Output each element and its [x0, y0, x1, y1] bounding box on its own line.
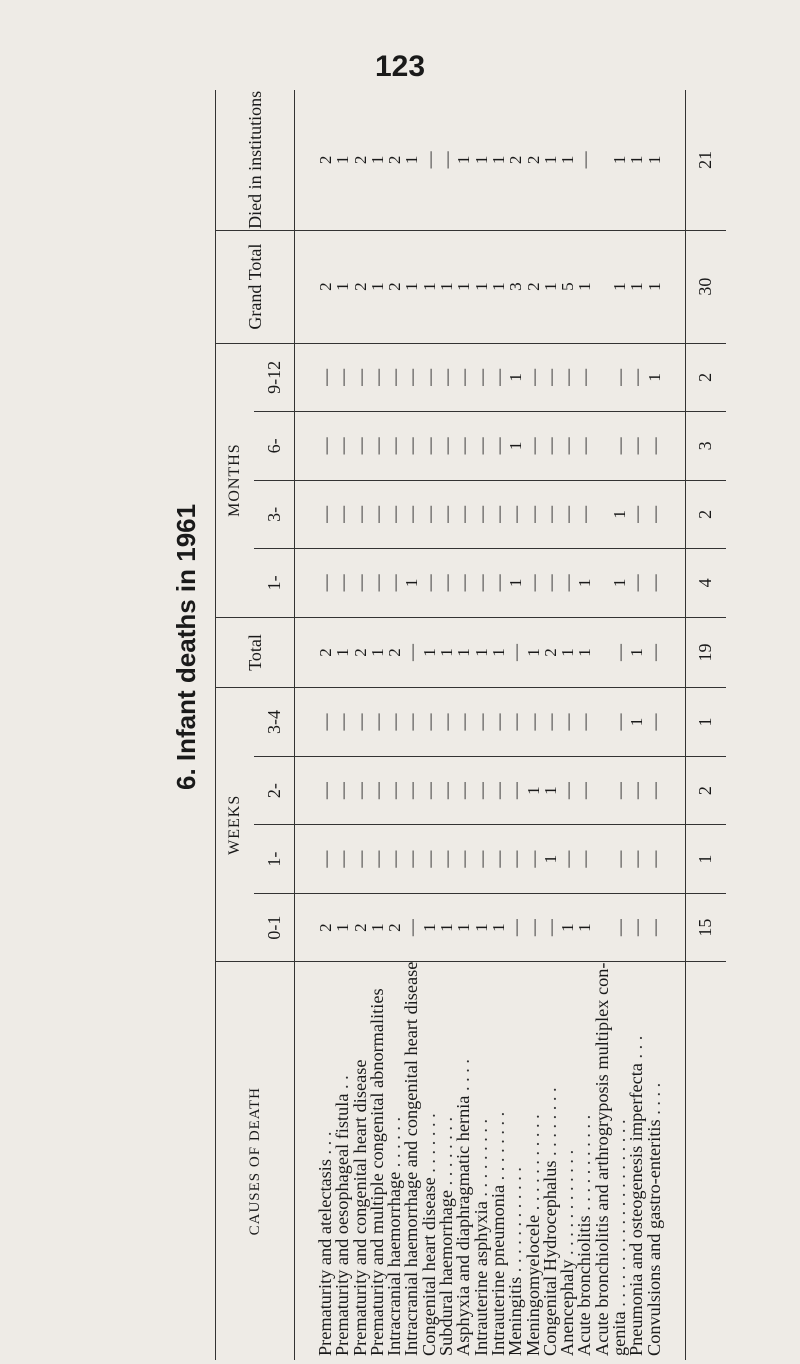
- col-3-months: 3-: [254, 480, 295, 549]
- value-cell: —: [473, 688, 490, 757]
- dot-leader: . . . . . . .: [418, 1113, 439, 1178]
- value-cell: 2: [507, 90, 524, 230]
- dot-leader: . . . . . . . . . . . . . . . . . . . . .: [609, 1119, 630, 1312]
- value-cell: [594, 230, 611, 343]
- value-cell: —: [628, 893, 645, 962]
- value-cell: —: [507, 893, 524, 962]
- value-cell: 1: [559, 893, 576, 962]
- value-cell: 1: [438, 617, 455, 688]
- value-cell: —: [403, 756, 420, 825]
- value-cell: —: [490, 412, 507, 481]
- value-cell: —: [646, 412, 663, 481]
- value-cell: 1: [473, 230, 490, 343]
- value-cell: 1: [421, 617, 438, 688]
- value-cell: —: [576, 825, 593, 894]
- value-cell: —: [542, 893, 559, 962]
- value-cell: —: [525, 688, 542, 757]
- cause-label: Asphyxia and diaphragmatic hernia: [453, 1095, 474, 1356]
- value-cell: —: [317, 825, 334, 894]
- value-cell: —: [386, 343, 403, 412]
- grand-total-header: Grand Total: [216, 230, 295, 343]
- value-cell: —: [438, 412, 455, 481]
- value-cell: —: [352, 412, 369, 481]
- value-cell: 1: [646, 90, 663, 230]
- value-cell: —: [576, 688, 593, 757]
- value-cell: —: [438, 688, 455, 757]
- value-cell: 1: [455, 617, 472, 688]
- dot-leader: . . .: [315, 1131, 335, 1160]
- value-cell: 1: [490, 230, 507, 343]
- value-cell: 1: [403, 549, 420, 618]
- dot-leader: . . . . . . . . . . . .: [505, 1167, 526, 1277]
- value-cell: 1: [576, 230, 593, 343]
- value-cell: —: [646, 756, 663, 825]
- value-cell: —: [507, 688, 524, 757]
- value-cell: —: [628, 549, 645, 618]
- value-cell: —: [628, 412, 645, 481]
- value-cell: —: [455, 549, 472, 618]
- value-cell: —: [438, 90, 455, 230]
- value-cell: [594, 412, 611, 481]
- institutions-header: Died in institutions: [216, 90, 295, 230]
- value-cell: 1: [369, 617, 386, 688]
- value-cell: —: [352, 825, 369, 894]
- value-cell: —: [576, 343, 593, 412]
- value-cell: 1: [507, 343, 524, 412]
- cause-label: Anencephaly: [557, 1259, 578, 1356]
- value-cell: —: [646, 549, 663, 618]
- value-cell: —: [559, 480, 576, 549]
- value-cell: 1: [421, 893, 438, 962]
- total-cell: 1: [685, 688, 726, 757]
- value-cell: 1: [542, 230, 559, 343]
- value-cell: —: [334, 688, 351, 757]
- col-9-12-months: 9-12: [254, 343, 295, 412]
- cause-label: Intrauterine asphyxia: [470, 1201, 491, 1356]
- value-cell: —: [576, 90, 593, 230]
- value-cell: —: [455, 756, 472, 825]
- value-cell: —: [576, 412, 593, 481]
- value-cell: 2: [386, 90, 403, 230]
- value-cell: —: [317, 343, 334, 412]
- value-cell: —: [611, 688, 628, 757]
- value-cell: 1: [334, 617, 351, 688]
- table-row: [646, 90, 663, 1360]
- value-cell: [594, 617, 611, 688]
- value-cell: —: [542, 480, 559, 549]
- value-cell: —: [525, 549, 542, 618]
- value-cell: —: [421, 343, 438, 412]
- value-cell: —: [490, 549, 507, 618]
- value-cell: 2: [352, 90, 369, 230]
- value-cell: —: [352, 343, 369, 412]
- value-cell: 1: [628, 617, 645, 688]
- value-cell: 2: [542, 617, 559, 688]
- col-1-months: 1-: [254, 549, 295, 618]
- dot-leader: . . . . . . . .: [436, 1116, 457, 1190]
- value-cell: —: [386, 549, 403, 618]
- value-cell: —: [542, 343, 559, 412]
- value-cell: 1: [438, 230, 455, 343]
- cause-label: Prematurity and multiple congenital abnormalities: [366, 988, 387, 1356]
- value-cell: 2: [352, 230, 369, 343]
- cause-label: genita: [609, 1311, 630, 1356]
- value-cell: —: [490, 825, 507, 894]
- value-cell: 1: [628, 90, 645, 230]
- value-cell: —: [525, 412, 542, 481]
- value-cell: 1: [611, 549, 628, 618]
- value-cell: —: [473, 825, 490, 894]
- value-cell: [594, 756, 611, 825]
- value-cell: —: [369, 343, 386, 412]
- cause-label: Pneumonia and osteogenesis imperfecta: [626, 1063, 647, 1356]
- value-cell: —: [507, 480, 524, 549]
- col-2-weeks: 2-: [254, 756, 295, 825]
- value-cell: 5: [559, 230, 576, 343]
- value-cell: —: [559, 756, 576, 825]
- value-cell: —: [421, 412, 438, 481]
- value-cell: —: [455, 688, 472, 757]
- value-cell: —: [559, 549, 576, 618]
- value-cell: 1: [421, 230, 438, 343]
- value-cell: 1: [576, 549, 593, 618]
- value-cell: —: [525, 893, 542, 962]
- value-cell: 1: [490, 90, 507, 230]
- value-cell: —: [525, 480, 542, 549]
- value-cell: —: [455, 825, 472, 894]
- value-cell: —: [473, 549, 490, 618]
- value-cell: [594, 343, 611, 412]
- value-cell: 1: [403, 230, 420, 343]
- value-cell: —: [369, 412, 386, 481]
- value-cell: —: [317, 688, 334, 757]
- value-cell: —: [628, 756, 645, 825]
- value-cell: —: [334, 756, 351, 825]
- total-cell: 2: [685, 343, 726, 412]
- value-cell: 1: [507, 549, 524, 618]
- value-cell: —: [334, 825, 351, 894]
- value-cell: —: [559, 343, 576, 412]
- value-cell: —: [559, 688, 576, 757]
- value-cell: 2: [352, 893, 369, 962]
- cause-label: Acute bronchiolitis: [574, 1215, 595, 1356]
- value-cell: —: [438, 343, 455, 412]
- infant-deaths-table: [215, 90, 726, 1360]
- value-cell: —: [386, 412, 403, 481]
- value-cell: 1: [628, 688, 645, 757]
- value-cell: 1: [576, 617, 593, 688]
- value-cell: —: [628, 343, 645, 412]
- value-cell: —: [611, 756, 628, 825]
- cause-label: Intracranial haemorrhage and congenital heart disease: [401, 961, 422, 1356]
- value-cell: —: [386, 756, 403, 825]
- weeks-header: WEEKS: [216, 688, 255, 962]
- value-cell: —: [473, 756, 490, 825]
- value-cell: —: [334, 412, 351, 481]
- value-cell: 1: [628, 230, 645, 343]
- col-0-1-weeks: 0-1: [254, 893, 295, 962]
- value-cell: —: [628, 825, 645, 894]
- value-cell: —: [611, 825, 628, 894]
- cause-label: Subdural haemorrhage: [436, 1190, 457, 1356]
- value-cell: 1: [542, 825, 559, 894]
- value-cell: —: [455, 343, 472, 412]
- months-header: MONTHS: [216, 343, 255, 617]
- total-cell: 19: [685, 617, 726, 688]
- value-cell: —: [525, 825, 542, 894]
- value-cell: 1: [611, 90, 628, 230]
- value-cell: 1: [473, 617, 490, 688]
- value-cell: —: [559, 412, 576, 481]
- value-cell: 2: [525, 90, 542, 230]
- value-cell: —: [646, 688, 663, 757]
- value-cell: —: [403, 412, 420, 481]
- value-cell: —: [386, 825, 403, 894]
- value-cell: —: [421, 825, 438, 894]
- value-cell: —: [542, 688, 559, 757]
- value-cell: —: [490, 343, 507, 412]
- value-cell: —: [490, 756, 507, 825]
- dot-leader: . . . . . . . . . . . .: [557, 1149, 578, 1260]
- col-6-months: 6-: [254, 412, 295, 481]
- value-cell: 1: [473, 90, 490, 230]
- value-cell: 2: [317, 90, 334, 230]
- cause-label: Intracranial haemorrhage: [384, 1171, 405, 1356]
- rotated-table-region: [157, 90, 716, 1360]
- value-cell: 1: [473, 893, 490, 962]
- dot-leader: . . . .: [453, 1059, 474, 1096]
- value-cell: 1: [455, 893, 472, 962]
- value-cell: —: [334, 480, 351, 549]
- total-cell: 2: [685, 756, 726, 825]
- value-cell: [594, 825, 611, 894]
- value-cell: 1: [525, 756, 542, 825]
- value-cell: —: [455, 412, 472, 481]
- dot-leader: . . . .: [643, 1082, 664, 1120]
- total-cell: 3: [685, 412, 726, 481]
- cause-label: Intrauterine pneumonia: [487, 1184, 508, 1356]
- value-cell: 1: [611, 480, 628, 549]
- dot-leader: . . . . . . . . . . .: [574, 1114, 595, 1216]
- value-cell: —: [421, 756, 438, 825]
- value-cell: 1: [559, 617, 576, 688]
- value-cell: 1: [507, 412, 524, 481]
- value-cell: 1: [334, 893, 351, 962]
- value-cell: 2: [386, 230, 403, 343]
- totals-row: [685, 90, 726, 1360]
- value-cell: [594, 893, 611, 962]
- value-cell: —: [317, 549, 334, 618]
- value-cell: 1: [542, 90, 559, 230]
- dot-leader: . . . . . . . .: [487, 1111, 508, 1185]
- value-cell: —: [455, 480, 472, 549]
- value-cell: 1: [490, 893, 507, 962]
- dot-leader: . .: [332, 1075, 353, 1094]
- cause-label: Meningitis: [505, 1276, 526, 1356]
- value-cell: —: [369, 756, 386, 825]
- value-cell: 2: [317, 617, 334, 688]
- value-cell: 1: [369, 90, 386, 230]
- value-cell: —: [473, 343, 490, 412]
- value-cell: 2: [386, 617, 403, 688]
- value-cell: 3: [507, 230, 524, 343]
- value-cell: —: [507, 756, 524, 825]
- value-cell: 2: [386, 893, 403, 962]
- value-cell: —: [559, 825, 576, 894]
- col-3-4-weeks: 3-4: [254, 688, 295, 757]
- cause-label: Acute bronchiolitis and arthrogryposis multiplex con-: [591, 962, 612, 1356]
- value-cell: —: [646, 617, 663, 688]
- value-cell: —: [352, 549, 369, 618]
- cause-label: Convulsions and gastro-enteritis: [643, 1119, 664, 1356]
- value-cell: 1: [525, 617, 542, 688]
- cause-label: Prematurity and congenital heart disease: [349, 1059, 370, 1356]
- value-cell: —: [403, 825, 420, 894]
- value-cell: —: [403, 688, 420, 757]
- total-cell: 21: [685, 90, 726, 230]
- value-cell: —: [421, 480, 438, 549]
- value-cell: [594, 480, 611, 549]
- value-cell: —: [646, 825, 663, 894]
- value-cell: 1: [334, 90, 351, 230]
- value-cell: —: [403, 617, 420, 688]
- total-cell: 30: [685, 230, 726, 343]
- value-cell: 2: [352, 617, 369, 688]
- value-cell: —: [352, 756, 369, 825]
- value-cell: 2: [317, 893, 334, 962]
- dot-leader: . . .: [626, 1035, 647, 1064]
- value-cell: 1: [369, 893, 386, 962]
- value-cell: —: [386, 480, 403, 549]
- value-cell: 1: [403, 90, 420, 230]
- value-cell: —: [542, 549, 559, 618]
- value-cell: [594, 549, 611, 618]
- value-cell: 2: [317, 230, 334, 343]
- value-cell: —: [490, 688, 507, 757]
- value-cell: —: [507, 617, 524, 688]
- value-cell: —: [628, 480, 645, 549]
- value-cell: —: [646, 480, 663, 549]
- value-cell: 2: [525, 230, 542, 343]
- table-title: 6. Infant deaths in 1961: [171, 503, 201, 790]
- value-cell: —: [611, 617, 628, 688]
- value-cell: —: [421, 90, 438, 230]
- value-cell: —: [352, 480, 369, 549]
- value-cell: —: [542, 412, 559, 481]
- value-cell: —: [334, 549, 351, 618]
- value-cell: —: [611, 412, 628, 481]
- value-cell: 1: [559, 90, 576, 230]
- value-cell: 1: [369, 230, 386, 343]
- value-cell: 1: [646, 230, 663, 343]
- cause-label: Congenital Hydrocephalus: [539, 1160, 560, 1356]
- value-cell: 1: [455, 230, 472, 343]
- value-cell: 1: [438, 893, 455, 962]
- value-cell: 1: [334, 230, 351, 343]
- value-cell: —: [386, 688, 403, 757]
- value-cell: —: [525, 343, 542, 412]
- value-cell: —: [421, 549, 438, 618]
- cause-label: Prematurity and oesophageal fistula: [332, 1093, 353, 1356]
- value-cell: —: [403, 343, 420, 412]
- dot-leader: . . . . . . . .: [539, 1087, 560, 1161]
- value-cell: —: [576, 756, 593, 825]
- weeks-total-header: Total: [216, 617, 295, 688]
- value-cell: 1: [455, 90, 472, 230]
- value-cell: 1: [611, 230, 628, 343]
- value-cell: [594, 90, 611, 230]
- value-cell: —: [576, 480, 593, 549]
- value-cell: —: [490, 480, 507, 549]
- value-cell: —: [352, 688, 369, 757]
- value-cell: —: [646, 893, 663, 962]
- value-cell: —: [438, 480, 455, 549]
- value-cell: —: [507, 825, 524, 894]
- cause-label: Meningomyelocele: [522, 1214, 543, 1356]
- cause-cell: [643, 962, 664, 1360]
- value-cell: 1: [490, 617, 507, 688]
- value-cell: —: [403, 893, 420, 962]
- value-cell: —: [438, 825, 455, 894]
- value-cell: —: [473, 480, 490, 549]
- value-cell: —: [438, 549, 455, 618]
- value-cell: —: [317, 480, 334, 549]
- value-cell: —: [369, 549, 386, 618]
- value-cell: 1: [646, 343, 663, 412]
- value-cell: —: [611, 343, 628, 412]
- dot-leader: . . . . . . . . . . .: [522, 1114, 543, 1215]
- value-cell: —: [369, 825, 386, 894]
- dot-leader: . . . . . .: [384, 1116, 405, 1172]
- value-cell: —: [403, 480, 420, 549]
- value-cell: 1: [576, 893, 593, 962]
- causes-header: CAUSES OF DEATH: [216, 962, 295, 1360]
- value-cell: —: [317, 412, 334, 481]
- dot-leader: . . . . . . . . .: [470, 1118, 491, 1202]
- total-cell: 15: [685, 893, 726, 962]
- total-cell: 2: [685, 480, 726, 549]
- value-cell: —: [611, 893, 628, 962]
- cause-label: Prematurity and atelectasis: [315, 1159, 335, 1356]
- value-cell: —: [421, 688, 438, 757]
- page-number: 123: [374, 50, 426, 83]
- cause-label: Congenital heart disease: [418, 1177, 439, 1356]
- col-1-weeks: 1-: [254, 825, 295, 894]
- value-cell: —: [334, 343, 351, 412]
- value-cell: —: [317, 756, 334, 825]
- value-cell: —: [438, 756, 455, 825]
- total-cell: 1: [685, 825, 726, 894]
- value-cell: —: [473, 412, 490, 481]
- value-cell: —: [369, 688, 386, 757]
- value-cell: —: [369, 480, 386, 549]
- total-cell: 4: [685, 549, 726, 618]
- value-cell: [594, 688, 611, 757]
- value-cell: 1: [542, 756, 559, 825]
